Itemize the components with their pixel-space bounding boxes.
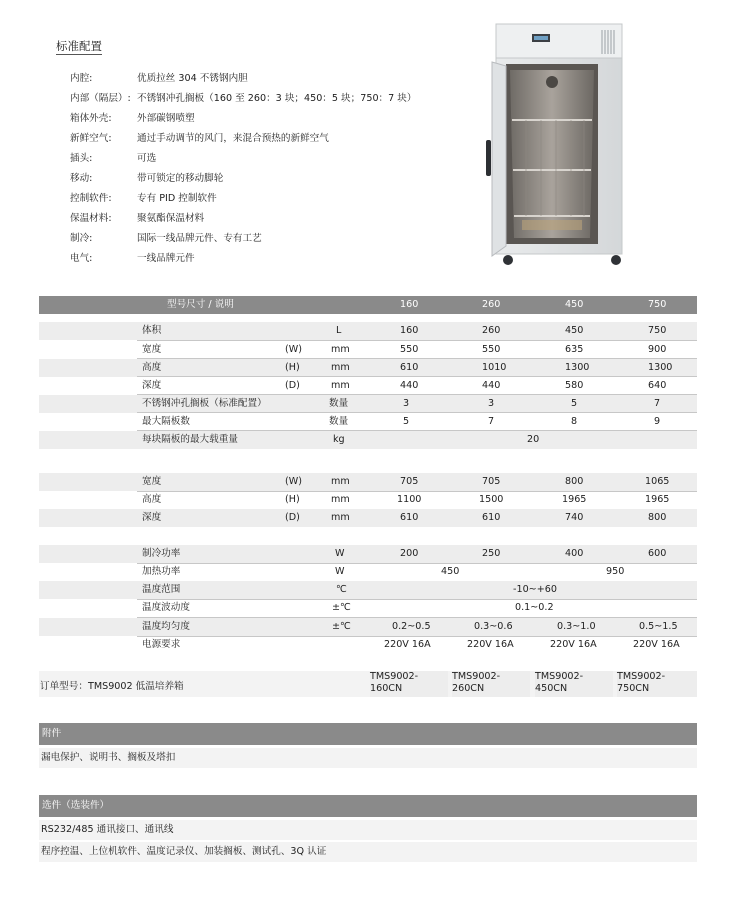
order-code-line: 260CN bbox=[452, 683, 485, 694]
cell-value: 740 bbox=[565, 512, 584, 523]
spec-value: 带可锁定的移动脚轮 bbox=[137, 173, 224, 184]
header-model-160: 160 bbox=[400, 299, 419, 310]
row-name: 温度范围 bbox=[142, 584, 181, 595]
spec-key: 箱体外壳: bbox=[70, 113, 112, 124]
cell-value: 220V 16A bbox=[384, 639, 431, 650]
cell-value: 8 bbox=[571, 416, 578, 427]
cell-value: 750 bbox=[648, 325, 667, 336]
header-model-450: 450 bbox=[565, 299, 584, 310]
spec-key: 电气: bbox=[70, 253, 93, 264]
cell-value: 220V 16A bbox=[633, 639, 680, 650]
cell-value: 0.3~0.6 bbox=[474, 621, 513, 632]
row-unit: mm bbox=[331, 494, 350, 505]
header-model-750: 750 bbox=[648, 299, 667, 310]
table-row bbox=[39, 431, 697, 449]
spec-value: 一线品牌元件 bbox=[137, 253, 195, 264]
spec-value: 专有 PID 控制软件 bbox=[137, 193, 217, 204]
row-name: 制冷功率 bbox=[142, 548, 181, 559]
spec-key: 插头: bbox=[70, 153, 93, 164]
row-unit: ±℃ bbox=[332, 621, 351, 632]
order-code-160 bbox=[370, 671, 448, 697]
order-code-line: TMS9002- bbox=[535, 671, 584, 682]
spec-key: 内腔: bbox=[70, 73, 93, 84]
options-line-1: RS232/485 通讯接口、通讯线 bbox=[39, 820, 697, 840]
cell-value: 440 bbox=[400, 380, 419, 391]
cell-value: 705 bbox=[400, 476, 419, 487]
row-name: 每块隔板的最大载重量 bbox=[142, 434, 238, 445]
header-model-260: 260 bbox=[482, 299, 501, 310]
cell-value: 20 bbox=[527, 434, 540, 445]
table-row bbox=[39, 413, 697, 431]
table-row bbox=[39, 509, 697, 527]
spec-key: 控制软件: bbox=[70, 193, 112, 204]
table-row bbox=[39, 491, 697, 509]
row-axis: (D) bbox=[285, 380, 300, 391]
row-unit: ±℃ bbox=[332, 602, 351, 613]
cell-value: 160 bbox=[400, 325, 419, 336]
row-name: 电源要求 bbox=[142, 639, 181, 650]
row-name: 温度均匀度 bbox=[142, 621, 190, 632]
order-label: 订单型号：TMS9002 低温培养箱 bbox=[40, 681, 184, 692]
spec-key: 新鲜空气: bbox=[70, 133, 112, 144]
order-code-750 bbox=[617, 671, 697, 697]
spec-value: 不锈钢冲孔搁板（160 至 260：3 块；450：5 块；750：7 块） bbox=[137, 93, 417, 104]
cell-value: 600 bbox=[648, 548, 667, 559]
cell-value: 400 bbox=[565, 548, 584, 559]
spec-key: 保温材料: bbox=[70, 213, 112, 224]
cell-value: -10~+60 bbox=[513, 584, 557, 595]
cell-value: 3 bbox=[403, 398, 410, 409]
cell-value: 1965 bbox=[562, 494, 587, 505]
row-unit: W bbox=[335, 548, 345, 559]
cell-value: 1300 bbox=[648, 362, 673, 373]
row-axis: (H) bbox=[285, 494, 300, 505]
cell-value: 220V 16A bbox=[467, 639, 514, 650]
row-unit: 数量 bbox=[329, 416, 349, 427]
cell-value: 1065 bbox=[645, 476, 670, 487]
spec-value: 国际一线品牌元件、专有工艺 bbox=[137, 233, 262, 244]
table-row bbox=[39, 636, 697, 654]
table-row bbox=[39, 322, 697, 340]
row-name: 深度 bbox=[142, 512, 162, 523]
table-row bbox=[39, 473, 697, 491]
table-row bbox=[39, 581, 697, 599]
cell-value: 580 bbox=[565, 380, 584, 391]
row-name: 温度波动度 bbox=[142, 602, 190, 613]
cell-value: 3 bbox=[488, 398, 495, 409]
title-underline bbox=[56, 54, 102, 55]
row-unit: mm bbox=[331, 512, 350, 523]
row-unit: 数量 bbox=[329, 398, 349, 409]
cell-value: 1100 bbox=[397, 494, 422, 505]
row-name: 宽度 bbox=[142, 476, 162, 487]
cell-value: 550 bbox=[482, 344, 501, 355]
spec-value: 聚氨酯保温材料 bbox=[137, 213, 205, 224]
order-code-line: TMS9002- bbox=[452, 671, 501, 682]
accessories-text: 漏电保护、说明书、搁板及塔扣 bbox=[39, 748, 697, 768]
table-row bbox=[39, 359, 697, 377]
cell-value: 800 bbox=[565, 476, 584, 487]
cell-value: 705 bbox=[482, 476, 501, 487]
cell-value: 950 bbox=[606, 566, 625, 577]
order-code-450 bbox=[535, 671, 613, 697]
cell-value: 250 bbox=[482, 548, 501, 559]
cell-value: 200 bbox=[400, 548, 419, 559]
cell-value: 5 bbox=[403, 416, 410, 427]
row-axis: (H) bbox=[285, 362, 300, 373]
row-name: 不锈钢冲孔搁板（标准配置） bbox=[142, 398, 267, 409]
cell-value: 5 bbox=[571, 398, 578, 409]
cell-value: 900 bbox=[648, 344, 667, 355]
order-code-260 bbox=[452, 671, 530, 697]
row-name: 高度 bbox=[142, 362, 162, 373]
spec-key: 内部（隔层）: bbox=[70, 93, 131, 104]
cell-value: 1965 bbox=[645, 494, 670, 505]
row-name: 宽度 bbox=[142, 344, 162, 355]
row-axis: (W) bbox=[285, 476, 302, 487]
order-code-line: 450CN bbox=[535, 683, 568, 694]
cell-value: 1300 bbox=[565, 362, 590, 373]
spec-key: 制冷: bbox=[70, 233, 93, 244]
order-code-line: 160CN bbox=[370, 683, 403, 694]
standard-config-title: 标准配置 bbox=[56, 39, 102, 53]
cell-value: 450 bbox=[565, 325, 584, 336]
options-line-2: 程序控温、上位机软件、温度记录仪、加装搁板、测试孔、3Q 认证 bbox=[39, 842, 697, 862]
table-row bbox=[39, 377, 697, 395]
row-name: 高度 bbox=[142, 494, 162, 505]
row-unit: mm bbox=[331, 344, 350, 355]
cell-value: 550 bbox=[400, 344, 419, 355]
order-code-line: TMS9002- bbox=[617, 671, 666, 682]
row-unit: ℃ bbox=[336, 584, 347, 595]
cell-value: 7 bbox=[654, 398, 661, 409]
row-name: 最大隔板数 bbox=[142, 416, 190, 427]
cell-value: 0.1~0.2 bbox=[515, 602, 554, 613]
spec-key: 移动: bbox=[70, 173, 93, 184]
row-name: 体积 bbox=[142, 325, 162, 336]
cell-value: 260 bbox=[482, 325, 501, 336]
spec-value: 外部碳钢喷塑 bbox=[137, 113, 195, 124]
cell-value: 0.5~1.5 bbox=[639, 621, 678, 632]
spec-value: 优质拉丝 304 不锈钢内胆 bbox=[137, 73, 248, 84]
cell-value: 640 bbox=[648, 380, 667, 391]
spec-value: 可选 bbox=[137, 153, 157, 164]
row-unit: mm bbox=[331, 380, 350, 391]
row-name: 加热功率 bbox=[142, 566, 181, 577]
order-code-line: 750CN bbox=[617, 683, 650, 694]
cell-value: 610 bbox=[400, 362, 419, 373]
cell-value: 610 bbox=[400, 512, 419, 523]
cell-value: 635 bbox=[565, 344, 584, 355]
row-axis: (D) bbox=[285, 512, 300, 523]
incubator-product-image bbox=[486, 20, 636, 270]
table-header bbox=[39, 296, 697, 314]
table-row bbox=[39, 618, 697, 636]
table-row bbox=[39, 395, 697, 413]
row-unit: kg bbox=[333, 434, 345, 445]
cell-value: 220V 16A bbox=[550, 639, 597, 650]
cell-value: 1010 bbox=[482, 362, 507, 373]
cell-value: 0.3~1.0 bbox=[557, 621, 596, 632]
row-unit: W bbox=[335, 566, 345, 577]
cell-value: 610 bbox=[482, 512, 501, 523]
cell-value: 800 bbox=[648, 512, 667, 523]
row-unit: L bbox=[336, 325, 342, 336]
row-name: 深度 bbox=[142, 380, 162, 391]
row-unit: mm bbox=[331, 476, 350, 487]
cell-value: 9 bbox=[654, 416, 661, 427]
cell-value: 0.2~0.5 bbox=[392, 621, 431, 632]
cell-value: 450 bbox=[441, 566, 460, 577]
table-row bbox=[39, 599, 697, 617]
order-code-line: TMS9002- bbox=[370, 671, 419, 682]
row-unit: mm bbox=[331, 362, 350, 373]
cell-value: 440 bbox=[482, 380, 501, 391]
cell-value: 7 bbox=[488, 416, 495, 427]
row-axis: (W) bbox=[285, 344, 302, 355]
cell-value: 1500 bbox=[479, 494, 504, 505]
spec-value: 通过手动调节的风门，来混合预热的新鲜空气 bbox=[137, 133, 329, 144]
table-row bbox=[39, 545, 697, 563]
options-header: 选件（选装件） bbox=[39, 795, 697, 817]
header-label: 型号尺寸 / 说明 bbox=[167, 299, 234, 310]
table-row bbox=[39, 563, 697, 581]
accessories-header: 附件 bbox=[39, 723, 697, 745]
table-row bbox=[39, 341, 697, 359]
